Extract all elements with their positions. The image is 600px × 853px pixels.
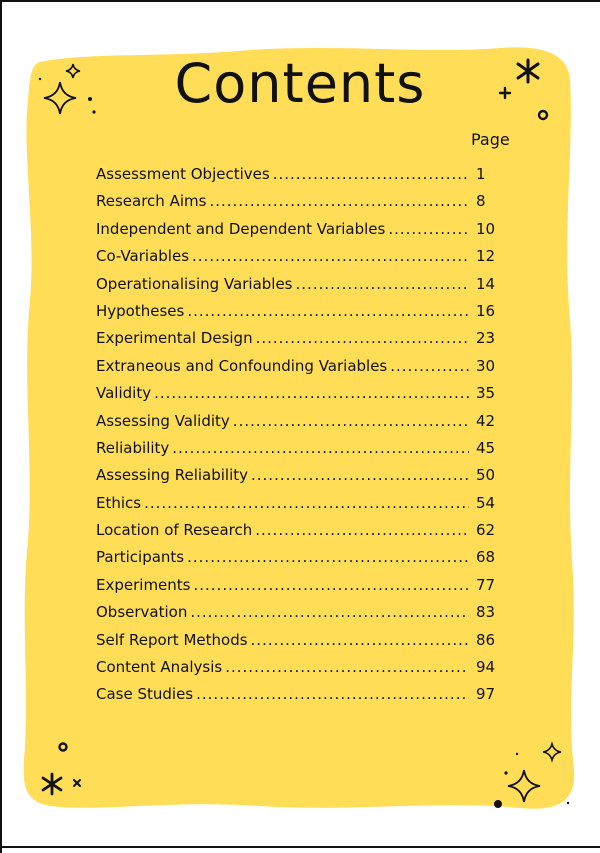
toc-entry-label: Assessing Reliability: [96, 466, 248, 485]
small-sparkle-icon: [543, 744, 561, 760]
x-icon: [74, 780, 80, 786]
toc-entry-page-number: 86: [476, 630, 496, 649]
toc-entry[interactable]: [96, 494, 512, 521]
toc-entry[interactable]: [96, 329, 512, 356]
toc-entry-label: Content Analysis: [96, 658, 223, 677]
dot-icon: [504, 771, 507, 774]
toc-entry-page-number: 94: [476, 658, 496, 677]
toc-entry-label: Observation: [96, 603, 188, 622]
toc-entry-page-number: 30: [476, 356, 496, 375]
toc-entry-page-number: 83: [476, 603, 496, 622]
dot-leader: [255, 521, 469, 539]
dot-leader: [256, 329, 469, 347]
toc-entry-label: Independent and Dependent Variables: [96, 219, 386, 238]
dot-icon: [516, 753, 518, 755]
toc-entry-label: Self Report Methods: [96, 630, 248, 649]
toc-entry-page-number: 16: [476, 301, 496, 320]
toc-entry-page-number: 50: [476, 466, 496, 485]
toc-entry[interactable]: [96, 603, 512, 630]
toc-entry-page-number: 35: [476, 384, 496, 403]
asterisk-icon: [43, 774, 61, 794]
dot-icon: [494, 800, 502, 808]
toc-entry-label: Co-Variables: [96, 247, 190, 266]
toc-entry[interactable]: [96, 220, 512, 247]
dot-leader: [251, 466, 469, 484]
toc-entry-label: Assessment Objectives: [96, 165, 270, 183]
dot-leader: [193, 576, 469, 594]
dot-leader: [154, 384, 469, 402]
toc-entry-page-number: 8: [476, 192, 486, 211]
toc-entry[interactable]: [96, 466, 512, 493]
toc-entry[interactable]: [96, 165, 512, 192]
toc-entry-label: Assessing Validity: [96, 411, 230, 430]
toc-entry-page-number: 45: [476, 438, 496, 457]
dot-leader: [209, 192, 469, 210]
toc-entry-label: Reliability: [96, 438, 170, 457]
dot-leader: [172, 439, 469, 457]
toc-entry[interactable]: [96, 275, 512, 302]
toc-entry-label: Location of Research: [96, 521, 253, 540]
toc-entry-page-number: 77: [476, 575, 496, 594]
toc-entry[interactable]: [96, 521, 512, 548]
dot-leader: [296, 275, 469, 293]
dot-leader: [388, 220, 469, 238]
toc-entry[interactable]: [96, 548, 512, 575]
toc-entry[interactable]: [96, 384, 512, 411]
page-column-header: Page: [471, 130, 510, 149]
dot-leader: [144, 494, 469, 512]
toc-entry-page-number: 42: [476, 411, 496, 430]
toc-entry-label: Experimental Design: [96, 329, 253, 348]
page-title: Contents: [174, 52, 426, 115]
dot-leader: [251, 631, 469, 649]
toc-entry[interactable]: [96, 685, 512, 712]
toc-entry[interactable]: [96, 357, 512, 384]
dot-leader: [187, 302, 469, 320]
sparkle-icon: [508, 770, 540, 802]
dot-leader: [187, 548, 469, 566]
toc-entry-page-number: 23: [476, 329, 496, 348]
toc-entry-label: Hypotheses: [96, 301, 185, 320]
toc-entry[interactable]: [96, 302, 512, 329]
table-of-contents: [96, 165, 512, 713]
toc-entry[interactable]: [96, 192, 512, 219]
dot-leader: [190, 603, 469, 621]
toc-entry-label: Validity: [96, 384, 152, 403]
toc-entry-page-number: 10: [476, 219, 496, 238]
dot-icon: [567, 802, 569, 804]
toc-entry[interactable]: [96, 412, 512, 439]
toc-entry[interactable]: [96, 631, 512, 658]
toc-entry-label: Research Aims: [96, 192, 207, 211]
toc-entry-page-number: 12: [476, 247, 496, 266]
toc-entry-label: Experiments: [96, 575, 191, 594]
dot-leader: [192, 247, 469, 265]
ring-icon: [60, 744, 67, 751]
toc-entry[interactable]: [96, 576, 512, 603]
toc-entry-page-number: 1: [476, 165, 486, 183]
toc-entry-label: Extraneous and Confounding Variables: [96, 356, 388, 375]
toc-entry-label: Participants: [96, 548, 185, 567]
dot-leader: [390, 357, 469, 375]
toc-entry-page-number: 54: [476, 493, 496, 512]
toc-entry[interactable]: [96, 439, 512, 466]
toc-entry-page-number: 97: [476, 685, 496, 704]
dot-leader: [273, 165, 469, 183]
dot-leader: [196, 685, 469, 703]
toc-entry-label: Operationalising Variables: [96, 274, 293, 293]
toc-entry-label: Case Studies: [96, 685, 194, 704]
toc-entry-label: Ethics: [96, 493, 142, 512]
dot-leader: [233, 412, 469, 430]
toc-entry[interactable]: [96, 658, 512, 685]
toc-entry-page-number: 68: [476, 548, 496, 567]
toc-entry-page-number: 14: [476, 274, 496, 293]
toc-entry-page-number: 62: [476, 521, 496, 540]
dot-leader: [225, 658, 469, 676]
toc-entry[interactable]: [96, 247, 512, 274]
